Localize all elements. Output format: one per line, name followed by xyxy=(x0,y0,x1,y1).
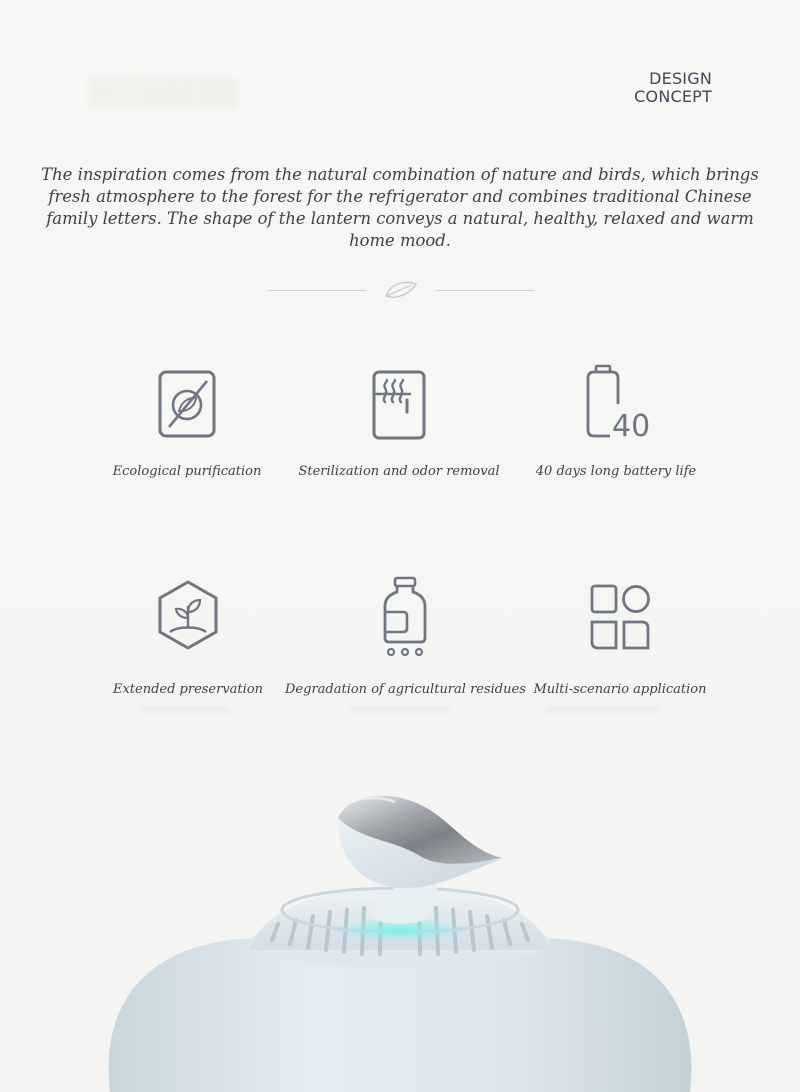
feature-label: Sterilization and odor removal xyxy=(298,464,500,479)
feature-label: 40 days long battery life xyxy=(535,464,697,479)
battery-icon xyxy=(580,364,652,444)
feature-label: Degradation of agricultural residues xyxy=(285,682,526,697)
divider-line-right xyxy=(436,290,534,291)
battery-value-text: 40 xyxy=(612,409,651,444)
feature-extended-preservation xyxy=(68,576,308,697)
design-concept-heading xyxy=(634,70,712,106)
fridge-sterilization-icon xyxy=(363,364,435,444)
sprout-hexagon-icon xyxy=(152,576,224,656)
faded-text-line xyxy=(140,706,230,712)
feature-label: Multi-scenario application xyxy=(533,682,707,697)
bottle-icon xyxy=(369,576,441,656)
feature-label: Extended preservation xyxy=(112,682,264,697)
bird-lantern-product-image xyxy=(0,760,800,1092)
faded-logo-area xyxy=(88,78,238,108)
intro-paragraph: The inspiration comes from the natural combination of nature and birds, which brings fresh atmosphere to the forest for the refrigerator and combines traditional Chinese family letters. The shape of the lantern conveys a natural, healthy, relaxed and warm home mood. xyxy=(41,165,759,250)
feature-sterilization xyxy=(279,364,519,479)
multi-scenario-grid-icon xyxy=(584,576,656,656)
feature-label: Ecological purification xyxy=(112,464,262,479)
design-concept-line-2: CONCEPT xyxy=(634,87,712,106)
design-concept-line-1: DESIGN xyxy=(649,69,712,88)
leaf-icon xyxy=(380,278,420,302)
faded-text-line xyxy=(350,706,450,712)
section-divider xyxy=(0,278,800,302)
feature-ecological-purification xyxy=(67,364,307,479)
feature-residue-degradation xyxy=(285,576,525,697)
eco-purification-icon xyxy=(151,364,223,444)
feature-battery-life xyxy=(496,364,736,479)
feature-multi-scenario xyxy=(500,576,740,697)
faded-text-line xyxy=(545,706,660,712)
divider-line-left xyxy=(268,290,366,291)
